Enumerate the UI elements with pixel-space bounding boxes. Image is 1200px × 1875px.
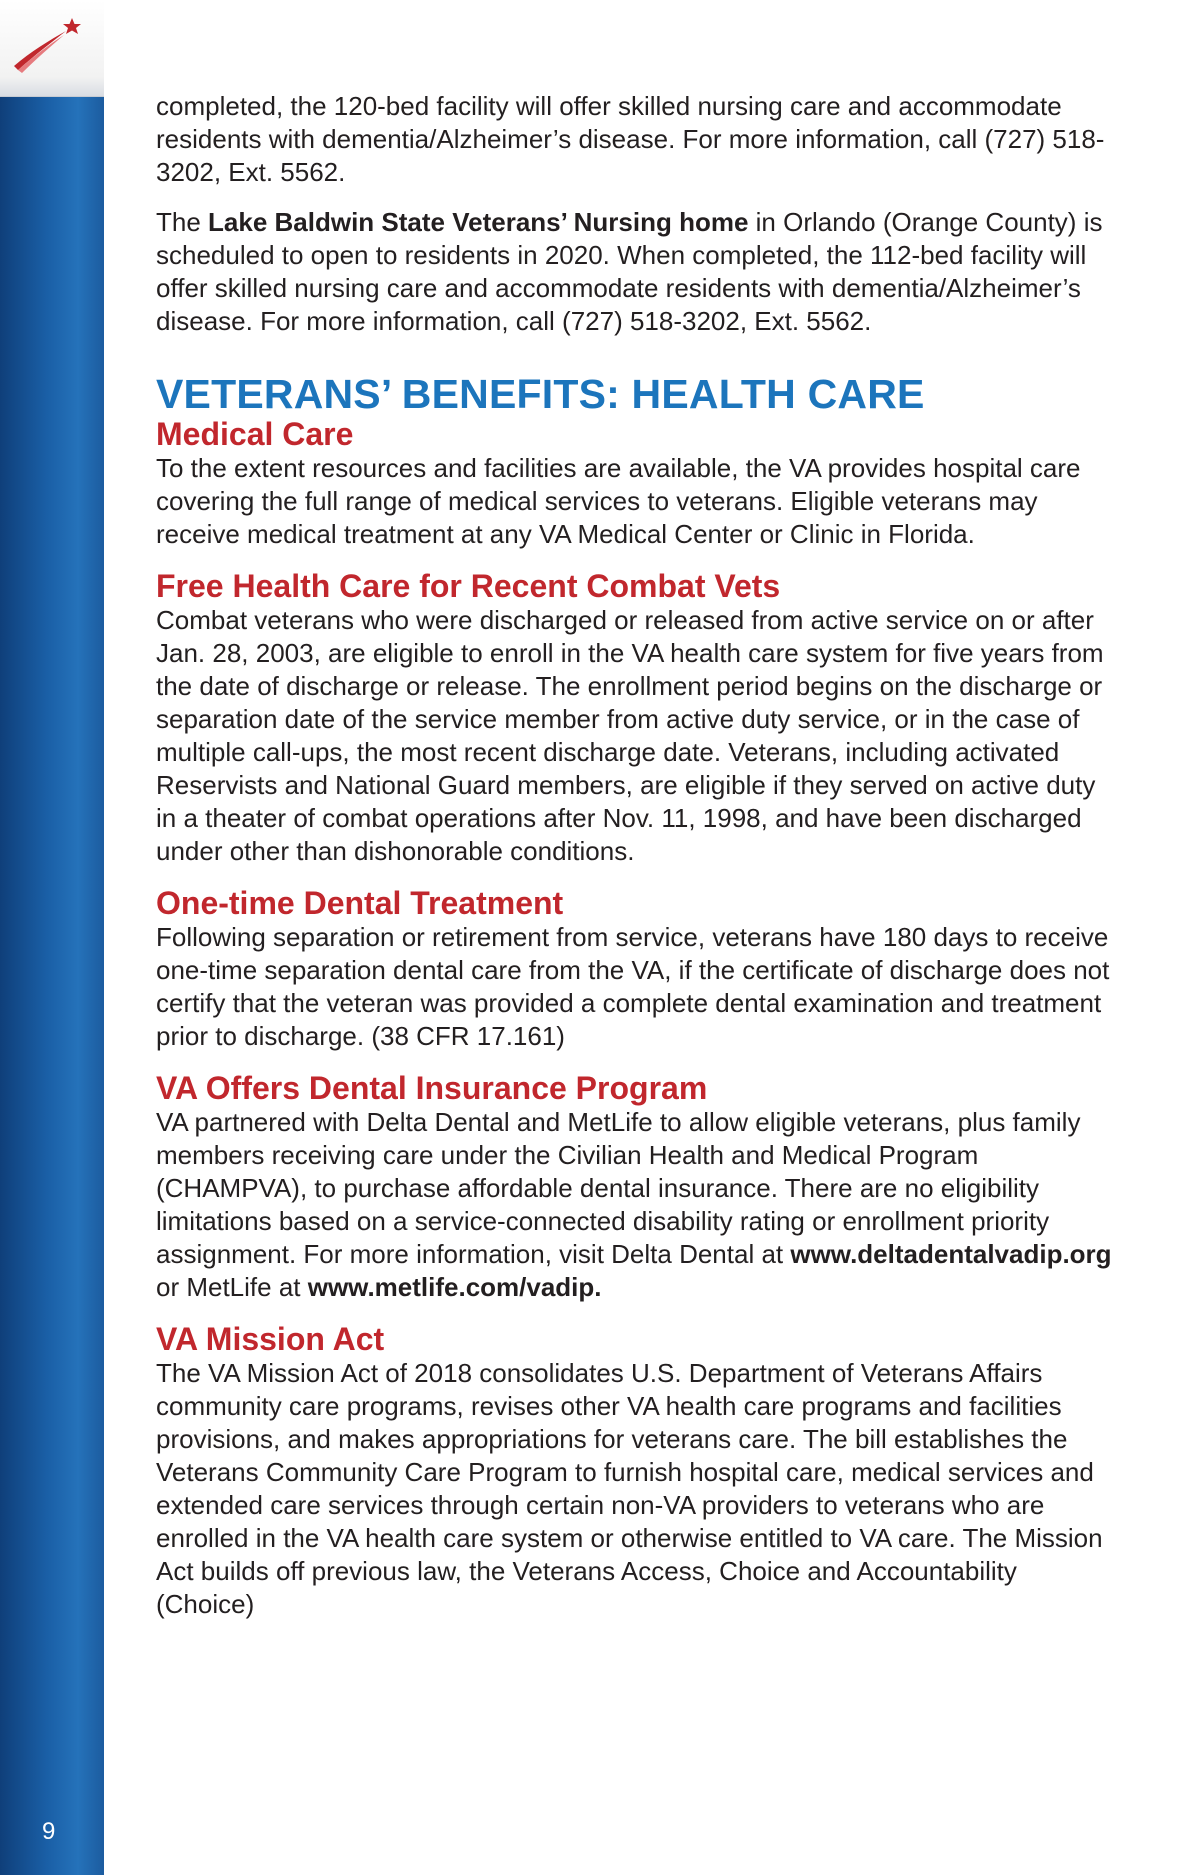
section-title: VETERANS’ BENEFITS: HEALTH CARE xyxy=(156,371,925,417)
dental-insurance-mid: or MetLife at xyxy=(156,1272,308,1302)
heading-mission-act: VA Mission Act xyxy=(156,1321,385,1357)
logo xyxy=(0,0,104,97)
heading-combat-vets: Free Health Care for Recent Combat Vets xyxy=(156,568,781,604)
facility-name: Lake Baldwin State Veterans’ Nursing home xyxy=(208,207,749,237)
dental-insurance-body: VA partnered with Delta Dental and MetLife to allow eligible veterans, plus family members receiving care under the Civilian Health and Medical Program (CHAMPVA), to purchase affordable dental insurance. There are no eligibility limitations based on a service-connected disability rating or enrollment priority assignment. For more information, visit Delta Dental at xyxy=(156,1107,1081,1269)
dental-treatment-text: Following separation or retirement from service, veterans have 180 days to receive one-time separation dental care from the VA, if the certificate of discharge does not certify that the veteran was provided a complete dental examination and treatment prior to discharge. (38 CFR 17.161) xyxy=(156,922,1110,1051)
page-content xyxy=(156,90,1116,1621)
intro-paragraph-2 xyxy=(156,206,1116,338)
combat-vets-text: Combat veterans who were discharged or released from active service on or after Jan. 28, 2003, are eligible to enroll in the VA health care system for five years from the date of discharge or release. The enrollment period begins on the discharge or separation date of the service member from active duty service, or in the case of multiple call-ups, the most recent discharge date. Veterans, including activated Reservists and National Guard members, are eligible if they served on active duty in a theater of combat operations after Nov. 11, 1998, and have been discharged under other than dishonorable conditions. xyxy=(156,605,1104,866)
delta-dental-link[interactable]: www.deltadentalvadip.org xyxy=(790,1239,1112,1269)
intro-paragraph-1: completed, the 120-bed facility will offer skilled nursing care and accommodate residents with dementia/Alzheimer’s disease. For more information, call (727) 518-3202, Ext. 5562. xyxy=(156,91,1105,187)
mission-act-text: The VA Mission Act of 2018 consolidates U.S. Department of Veterans Affairs community care programs, revises other VA health care programs and facilities provisions, and makes appropriations for veterans care. The bill establishes the Veterans Community Care Program to furnish hospital care, medical services and extended care services through certain non-VA providers to veterans who are enrolled in the VA health care system or otherwise entitled to VA care. The Mission Act builds off previous law, the Veterans Access, Choice and Accountability (Choice) xyxy=(156,1358,1103,1619)
intro-p2-prefix: The xyxy=(156,207,209,237)
dental-insurance-text xyxy=(156,1106,1116,1304)
heading-dental-treatment: One-time Dental Treatment xyxy=(156,885,564,921)
intro-p2-suffix: in Orlando (Orange County) is scheduled to open to residents in 2020. When completed, the 112-bed facility will offer skilled nursing care and accommodate residents with dementia/Alzheimer’s disease. For more information, call (727) 518-3202, Ext. 5562. xyxy=(156,207,1103,336)
sidebar xyxy=(0,0,104,1875)
medical-care-text: To the extent resources and facilities are available, the VA provides hospital care covering the full range of medical services to veterans. Eligible veterans may receive medical treatment at any VA Medical Center or Clinic in Florida. xyxy=(156,453,1081,549)
metlife-link[interactable]: www.metlife.com/vadip. xyxy=(307,1272,602,1302)
shooting-star-icon xyxy=(0,0,104,96)
heading-dental-insurance: VA Offers Dental Insurance Program xyxy=(156,1070,708,1106)
page-number: 9 xyxy=(42,1818,56,1845)
heading-medical-care: Medical Care xyxy=(156,416,354,452)
